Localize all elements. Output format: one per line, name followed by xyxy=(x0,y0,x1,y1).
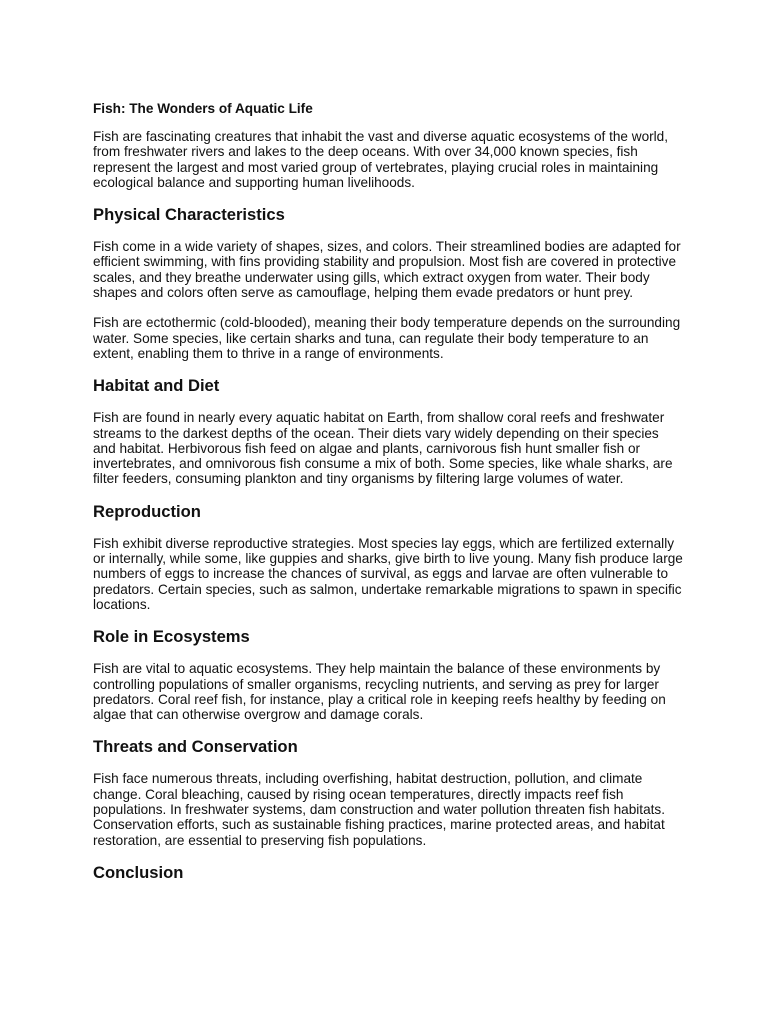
section-habitat-and-diet xyxy=(93,376,683,486)
section-role-in-ecosystems xyxy=(93,627,683,722)
document-page xyxy=(93,100,683,897)
section-paragraph: Fish exhibit diverse reproductive strategies. Most species lay eggs, which are fertilized externally or internally, while some, like guppies and sharks, give birth to live young. Many fish produce large numbers of eggs to increase the chances of survival, as eggs and larvae are often vulnerable to predators. Certain species, such as salmon, undertake remarkable migrations to spawn in specific locations. xyxy=(93,535,683,612)
section-heading: Physical Characteristics xyxy=(93,205,285,225)
section-paragraph: Fish are ectothermic (cold-blooded), meaning their body temperature depends on the surrounding water. Some species, like certain sharks and tuna, can regulate their body temperature to an extent, enabling them to thrive in a range of environments. xyxy=(93,315,681,361)
section-physical-characteristics xyxy=(93,205,683,361)
section-heading: Role in Ecosystems xyxy=(93,627,250,647)
section-paragraph: Fish face numerous threats, including overfishing, habitat destruction, pollution, and climate change. Coral bleaching, caused by rising ocean temperatures, directly impacts reef fish populations. In freshwater systems, dam construction and water pollution threaten fish habitats. Conservation efforts, such as sustainable fishing practices, marine protected areas, and habitat restoration, are essential to preserving fish populations. xyxy=(93,771,665,848)
section-conclusion xyxy=(93,863,683,883)
section-reproduction xyxy=(93,502,683,612)
section-threats-and-conservation xyxy=(93,737,683,847)
section-paragraph: Fish come in a wide variety of shapes, sizes, and colors. Their streamlined bodies are adapted for efficient swimming, with fins providing stability and propulsion. Most fish are covered in protective scales, and they breathe underwater using gills, which extract oxygen from water. Their body shapes and colors often serve as camouflage, helping them evade predators or hunt prey. xyxy=(93,239,681,301)
section-paragraph: Fish are vital to aquatic ecosystems. They help maintain the balance of these environments by controlling populations of smaller organisms, recycling nutrients, and serving as prey for larger predators. Coral reef fish, for instance, play a critical role in keeping reefs healthy by feeding on algae that can otherwise overgrow and damage corals. xyxy=(93,661,666,723)
section-heading: Conclusion xyxy=(93,862,184,882)
document-title: Fish: The Wonders of Aquatic Life xyxy=(93,101,313,116)
intro-paragraph: Fish are fascinating creatures that inhabit the vast and diverse aquatic ecosystems of the world, from freshwater rivers and lakes to the deep oceans. With over 34,000 known species, fish represent the largest and most varied group of vertebrates, playing crucial roles in maintaining ecological balance and supporting human livelihoods. xyxy=(93,129,669,190)
section-heading: Threats and Conservation xyxy=(93,737,298,757)
section-paragraph: Fish are found in nearly every aquatic habitat on Earth, from shallow coral reefs and freshwater streams to the darkest depths of the ocean. Their diets vary widely depending on their species and habitat. Herbivorous fish feed on algae and plants, carnivorous fish hunt smaller fish or invertebrates, and omnivorous fish consume a mix of both. Some species, like whale sharks, are filter feeders, consuming plankton and tiny organisms by filtering large volumes of water. xyxy=(93,410,673,487)
section-heading: Reproduction xyxy=(93,501,201,521)
section-heading: Habitat and Diet xyxy=(93,376,220,396)
